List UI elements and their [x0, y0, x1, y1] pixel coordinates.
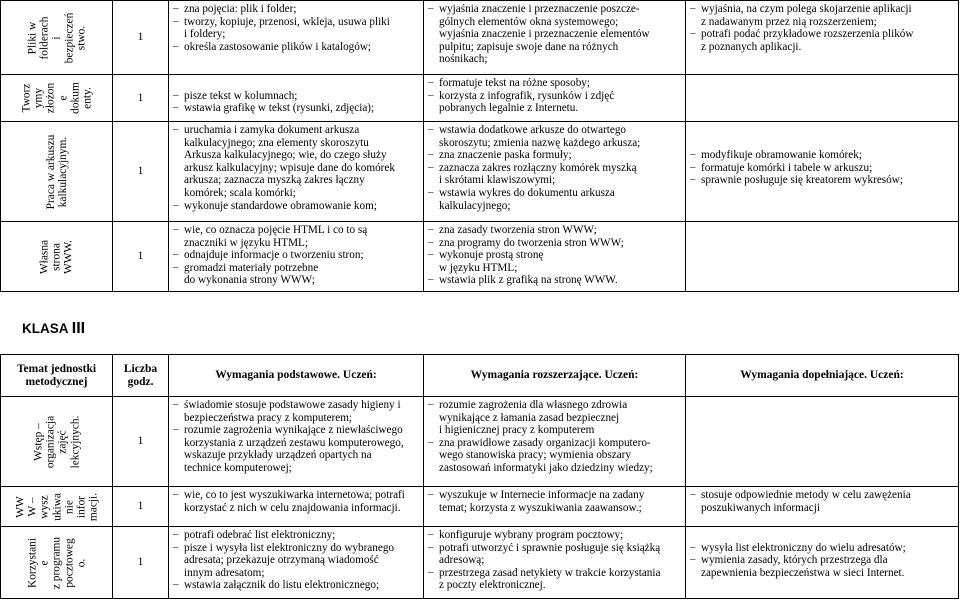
extended-requirements-cell: [424, 487, 686, 527]
requirement-item: – wymienia zasady, których przestrzega dla: [690, 554, 958, 567]
topic-line: macji.: [87, 492, 100, 521]
topic-line: Tworz: [19, 83, 32, 113]
requirement-item: adresata; przekazuje otrzymaną wiadomość: [184, 554, 379, 567]
requirement-item: – odnajduje informacje o tworzeniu stron;: [173, 249, 423, 262]
requirement-item: – tworzy, kopiuje, przenosi, wkleja, usuwa pliki: [173, 16, 423, 29]
requirement-item: poszukiwanych informacji: [701, 501, 820, 514]
topic-cell: [1, 75, 113, 122]
basic-list: [169, 527, 423, 592]
requirement-item: z poznanych aplikacji.: [701, 40, 802, 53]
table-row: [1, 527, 959, 599]
requirement-item: wyjaśnia znaczenie i przeznaczenie elementów: [439, 28, 650, 41]
complementary-list: [686, 527, 958, 579]
requirement-item: – gromadzi materiały potrzebne: [173, 262, 423, 275]
basic-list: [169, 122, 423, 212]
extended-list: [424, 527, 685, 592]
requirement-item: do wykonania strony WWW;: [184, 274, 315, 287]
complementary-list: [686, 75, 958, 77]
requirement-item: – wyszukuje w Internecie informacje na zadany: [428, 489, 685, 502]
topic-cell: [1, 487, 113, 527]
requirement-item: – potrafi podać przykładowe rozszerzenia plików: [690, 28, 958, 41]
topic-line: bezpieczeń: [62, 12, 75, 63]
requirement-item: – potrafi utworzyć i sprawnie posługuje się książką: [428, 542, 685, 555]
requirement-item: – pisze i wysyła list elektroniczny do wybranego: [173, 542, 423, 555]
requirement-item: [690, 529, 958, 542]
topic-title: [26, 536, 87, 588]
requirement-item: i foldery;: [184, 28, 226, 41]
requirement-item: – wyjaśnia, na czym polega skojarzenie aplikacji: [690, 3, 958, 16]
requirement-item: gólnych elementów okna systemowego;: [439, 15, 619, 28]
requirement-item: – wysyła list elektroniczny do wielu adresatów;: [690, 542, 958, 555]
basic-requirements-cell: [169, 122, 424, 222]
table-row: [1, 397, 959, 487]
hours-cell: 1: [113, 487, 169, 527]
requirement-item: i higienicznej pracy z komputerem: [439, 424, 595, 437]
basic-requirements-cell: [169, 397, 424, 487]
hours-cell: 1: [113, 1, 169, 75]
requirement-item: – potrafi odebrać list elektroniczny;: [173, 529, 423, 542]
requirement-item: kalkulacyjnego; zna elementy skoroszytu: [184, 136, 369, 149]
topic-line: Praca w arkuszu: [44, 134, 57, 209]
topic-line: nie: [62, 499, 75, 514]
requirement-item: pobranych legalnie z Internetu.: [439, 102, 579, 115]
requirement-item: – sprawnie posługuje się kreatorem wykresów;: [690, 174, 958, 187]
topic-title: [26, 12, 87, 63]
topic-title: [44, 134, 68, 209]
class-level-heading: KLASA III: [22, 320, 86, 337]
topic-title: [38, 239, 75, 273]
hours-cell: 1: [113, 527, 169, 599]
hours-cell: 1: [113, 75, 169, 122]
requirement-item: – pisze tekst w kolumnach;: [173, 90, 423, 103]
complementary-list: [686, 222, 958, 224]
basic-list: [169, 222, 423, 287]
topic-line: folderach: [38, 16, 51, 60]
requirement-item: – wstawia grafikę w tekst (rysunki, zdjęcia);: [173, 102, 423, 115]
topic-line: organizacja: [44, 415, 57, 468]
complementary-requirements-cell: [686, 222, 959, 292]
extended-requirements-cell: [424, 397, 686, 487]
topic-line: zajęć: [56, 429, 69, 454]
hours-cell: 1: [113, 222, 169, 292]
topic-title: [14, 492, 99, 520]
header-extended: Wymagania rozszerzające. Uczeń:: [424, 355, 686, 397]
extended-requirements-cell: [424, 222, 686, 292]
requirement-item: wskazuje przykłady urządzeń opartych na: [184, 449, 372, 462]
requirement-item: – wstawia plik z grafiką na stronę WWW.: [428, 274, 685, 287]
table-row: [1, 487, 959, 527]
requirement-item: korzystania z urządzeń zestawu komputerowego,: [184, 436, 404, 449]
extended-requirements-cell: [424, 1, 686, 75]
extended-requirements-cell: [424, 122, 686, 222]
requirement-item: Arkusza kalkulacyjnego; wie, do czego służy: [184, 149, 387, 162]
topic-line: WWW.: [62, 239, 75, 274]
header-basic: Wymagania podstawowe. Uczeń:: [169, 355, 424, 397]
requirement-item: – rozumie zagrożenia wynikające z niewłaściwego: [173, 424, 423, 437]
requirement-item: – wstawia załącznik do listu elektronicznego;: [173, 579, 423, 592]
topic-line: e: [56, 95, 69, 101]
topic-line: stwo.: [74, 25, 87, 50]
requirement-item: [173, 77, 423, 90]
requirement-item: – zna prawidłowe zasady organizacji komputero-: [428, 437, 685, 450]
extended-list: [424, 222, 685, 287]
topic-line: ymy: [32, 87, 45, 109]
basic-requirements-cell: [169, 1, 424, 75]
basic-list: [169, 487, 423, 514]
table-row: [1, 122, 959, 222]
basic-requirements-cell: [169, 527, 424, 599]
requirement-item: technice komputerowej;: [184, 461, 292, 474]
header-row: [1, 355, 959, 397]
topic-line: ukiwa: [50, 492, 63, 521]
extended-list: [424, 75, 685, 115]
requirement-item: – uruchamia i zamyka dokument arkusza: [173, 124, 423, 137]
requirement-item: – formatuje komórki i tabele w arkuszu;: [690, 162, 958, 175]
requirement-item: znaczniki w języku HTML;: [184, 236, 308, 249]
requirement-item: i skrótami klawiszowymi;: [439, 174, 556, 187]
requirement-item: – przestrzega zasad netykiety w trakcie korzystania: [428, 567, 685, 580]
complementary-requirements-cell: [686, 397, 959, 487]
complementary-requirements-cell: [686, 1, 959, 75]
requirement-item: z nadawanym przez nią rozszerzeniem;: [701, 15, 877, 28]
table-row: [1, 222, 959, 292]
requirement-item: – wie, co to jest wyszukiwarka internetowa; potrafi: [173, 489, 423, 502]
requirement-item: w języku HTML;: [439, 261, 518, 274]
requirement-item: skoroszytu; zmienia nazwę każdego arkusza;: [439, 136, 641, 149]
basic-requirements-cell: [169, 75, 424, 122]
table-row: [1, 75, 959, 122]
requirement-item: – wstawia dodatkowe arkusze do otwartego: [428, 124, 685, 137]
topic-line: strona: [50, 242, 63, 271]
topic-cell: [1, 122, 113, 222]
requirement-item: adresową;: [439, 554, 485, 567]
topic-cell: [1, 397, 113, 487]
hours-cell: 1: [113, 122, 169, 222]
requirement-item: – zna zasady tworzenia stron WWW;: [428, 224, 685, 237]
topic-cell: [1, 1, 113, 75]
topic-line: pocztoweg: [62, 537, 75, 588]
requirement-item: z poczty elektronicznej.: [439, 579, 546, 592]
requirement-item: nośnikach;: [439, 53, 488, 66]
topic-line: Wstęp –: [32, 422, 45, 461]
extended-list: [424, 397, 685, 475]
extended-requirements-cell: [424, 527, 686, 599]
header-topic: Temat jednostki metodycznej: [1, 355, 113, 397]
topic-line: kalkulacyjnym.: [56, 136, 69, 207]
requirement-item: komórek; scala komórki;: [184, 186, 296, 199]
requirement-item: – zna pojęcia: plik i folder;: [173, 3, 423, 16]
topic-line: dokum: [68, 82, 81, 114]
topic-line: złożon: [44, 82, 57, 114]
requirement-item: arkusz kalkulacyjny; wpisuje dane do komórek: [184, 161, 395, 174]
topic-cell: [1, 222, 113, 292]
requirement-item: kalkulacyjnego;: [439, 199, 511, 212]
requirement-item: wynikające z łamania zasad bezpiecznej: [439, 411, 620, 424]
topic-line: W –: [25, 496, 38, 517]
basic-list: [169, 75, 423, 115]
hours-cell: 1: [113, 397, 169, 487]
complementary-list: [686, 397, 958, 399]
table-row: [1, 1, 959, 75]
requirement-item: arkusza; zaznacza myszką zakres łączny: [184, 174, 365, 187]
requirement-item: bezpieczeństwa pracy z komputerem;: [184, 411, 353, 424]
topic-line: Własna: [38, 239, 51, 274]
topic-line: z programu: [50, 536, 63, 589]
topic-line: e: [38, 559, 51, 566]
basic-requirements-cell: [169, 487, 424, 527]
requirement-item: temat; korzysta z wyszukiwania zaawansow.;: [439, 501, 642, 514]
requirement-item: pulpitu; zapisuje swoje dane na różnych: [439, 40, 619, 53]
complementary-requirements-cell: [686, 75, 959, 122]
requirement-item: zapewnienia bezpieczeństwa w sieci Internet.: [701, 566, 905, 579]
complementary-list: [686, 487, 958, 514]
requirement-item: wego stanowiska pracy; wymienia obszary: [439, 449, 631, 462]
requirement-item: – wykonuje standardowe obramowanie kom;: [173, 200, 423, 213]
requirement-item: korzystać z nich w celu znajdowania informacji.: [184, 501, 401, 514]
requirement-item: – konfiguruje wybrany program pocztowy;: [428, 529, 685, 542]
requirement-item: [690, 137, 958, 150]
topic-line: Korzystani: [25, 537, 38, 588]
requirement-item: – świadomie stosuje podstawowe zasady higieny i: [173, 399, 423, 412]
topic-line: Pliki w: [25, 21, 38, 54]
complementary-requirements-cell: [686, 487, 959, 527]
complementary-list: [686, 122, 958, 187]
requirement-item: [690, 124, 958, 137]
curriculum-table-top: [0, 0, 959, 292]
requirement-item: – korzysta z infografik, rysunków i zdjęć: [428, 90, 685, 103]
topic-line: i: [50, 35, 63, 40]
header-hours: Liczba godz.: [113, 355, 169, 397]
topic-line: enty.: [80, 87, 93, 109]
basic-requirements-cell: [169, 222, 424, 292]
requirement-item: innym adresatom;: [184, 566, 265, 579]
complementary-requirements-cell: [686, 122, 959, 222]
requirement-item: – wyjaśnia znaczenie i przeznaczenie poszcze-: [428, 3, 685, 16]
requirement-item: – wstawia wykres do dokumentu arkusza: [428, 187, 685, 200]
topic-title: [32, 415, 81, 468]
requirement-item: – wykonuje prostą stronę: [428, 249, 685, 262]
topic-line: o.: [74, 558, 87, 567]
requirement-item: – formatuje tekst na różne sposoby;: [428, 77, 685, 90]
requirement-item: – stosuje odpowiednie metody w celu zawężenia: [690, 489, 958, 502]
requirement-item: – określa zastosowanie plików i katalogów;: [173, 41, 423, 54]
basic-list: [169, 397, 423, 475]
requirement-item: – zna znaczenie paska formuły;: [428, 149, 685, 162]
topic-line: WW: [13, 495, 26, 518]
topic-line: infor: [74, 495, 87, 518]
requirement-item: zastosowań informatyki jako dziedziny wiedzy;: [439, 461, 653, 474]
requirement-item: – rozumie zagrożenia dla własnego zdrowia: [428, 399, 685, 412]
requirement-item: – modyfikuje obramowanie komórek;: [690, 149, 958, 162]
basic-list: [169, 1, 423, 53]
topic-line: lekcyjnych.: [68, 415, 81, 468]
extended-list: [424, 487, 685, 514]
extended-list: [424, 1, 685, 66]
extended-list: [424, 122, 685, 212]
curriculum-table-bottom: [0, 354, 959, 599]
requirement-item: – wie, co oznacza pojęcie HTML i co to są: [173, 224, 423, 237]
complementary-requirements-cell: [686, 527, 959, 599]
topic-title: [20, 82, 93, 114]
topic-line: wysz: [38, 494, 51, 519]
header-complementary: Wymagania dopełniające. Uczeń:: [686, 355, 959, 397]
requirement-item: – zaznacza zakres rozłączny komórek myszką: [428, 162, 685, 175]
topic-cell: [1, 527, 113, 599]
complementary-list: [686, 1, 958, 53]
extended-requirements-cell: [424, 75, 686, 122]
requirement-item: – zna programy do tworzenia stron WWW;: [428, 237, 685, 250]
